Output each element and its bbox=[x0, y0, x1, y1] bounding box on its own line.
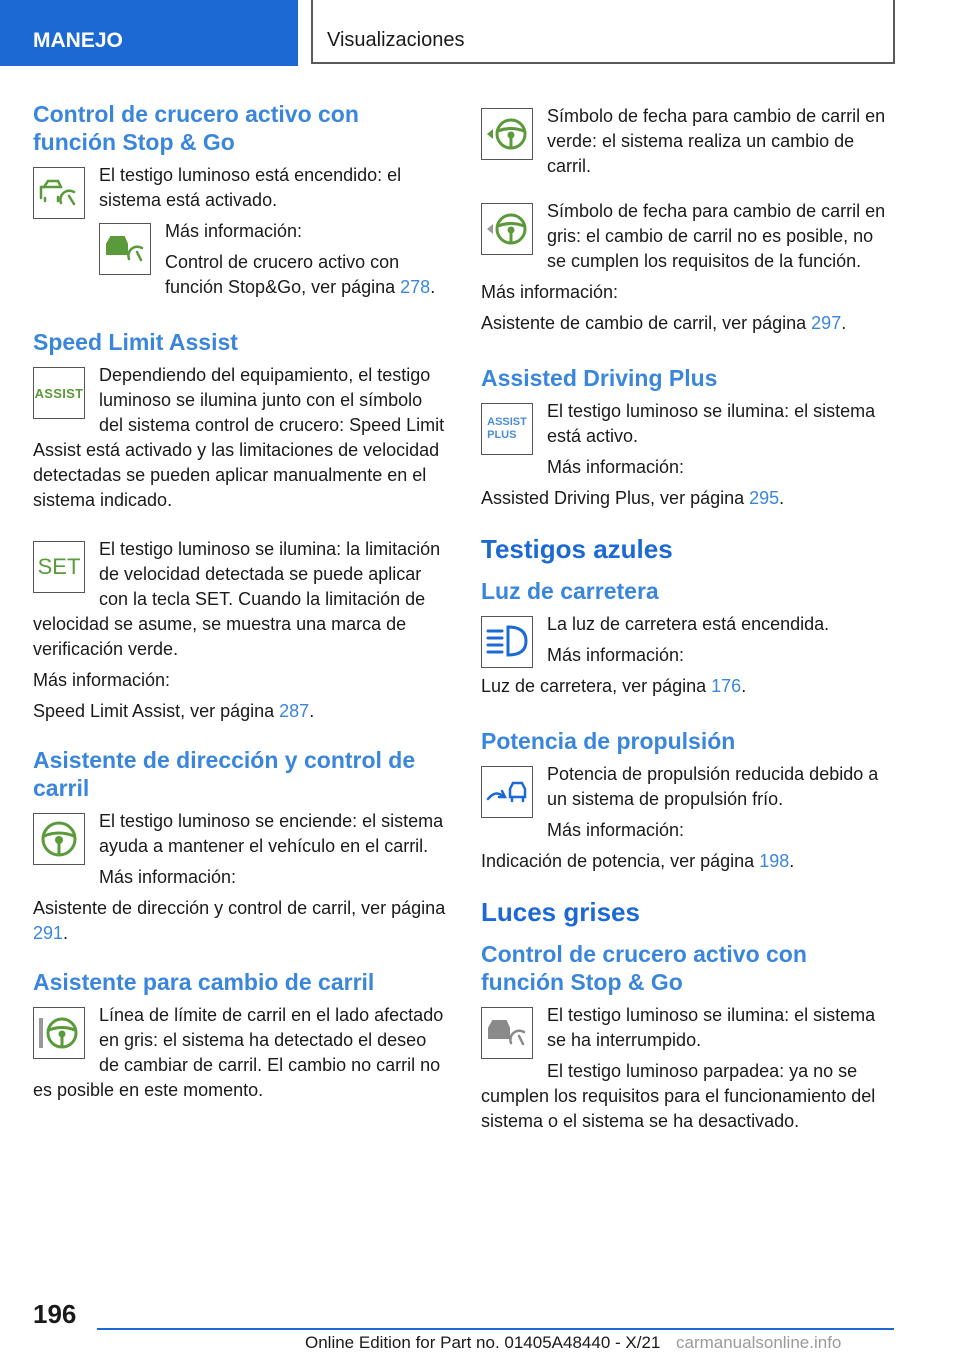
more-info-label: Más información: bbox=[33, 670, 171, 690]
paragraph: El testigo luminoso se ilumina: la limitación de velocidad detectada se puede aplicar con la tecla SET. Cuando la limitación de velocidad se asume, se muestra una marca de verificación verde. bbox=[33, 539, 441, 659]
section-title: Potencia de propulsión bbox=[481, 728, 736, 754]
page-link[interactable]: 291 bbox=[33, 923, 64, 943]
cruise-control-green-icon bbox=[33, 167, 85, 219]
paragraph: El testigo luminoso se ilumina: el sistema está activo. bbox=[547, 401, 876, 446]
section-lane-keeping bbox=[33, 746, 447, 946]
lane-change-arrow-green-icon bbox=[481, 108, 533, 160]
steering-wheel-green-icon bbox=[33, 813, 85, 865]
section-propulsion bbox=[481, 727, 895, 874]
section-lane-change-cont bbox=[481, 104, 895, 336]
more-info-label: Más información: bbox=[165, 221, 303, 241]
lane-change-gray-boundary-icon bbox=[33, 1007, 85, 1059]
page-reference: Control de crucero activo con función Stop&Go, ver página 278. bbox=[165, 252, 436, 297]
section-speed-limit-assist bbox=[33, 328, 447, 724]
page-header bbox=[0, 0, 960, 66]
propulsion-power-icon bbox=[481, 766, 533, 818]
page-link[interactable]: 287 bbox=[279, 701, 310, 721]
footer-divider bbox=[97, 1328, 894, 1330]
chapter-heading-blue-lights: Testigos azules bbox=[481, 534, 673, 564]
page-link[interactable]: 297 bbox=[811, 313, 842, 333]
section-tab: MANEJO bbox=[0, 0, 298, 66]
paragraph: Dependiendo del equipamiento, el testigo luminoso se ilumina junto con el símbolo del sistema control de crucero: Speed Limit Assist está activado y las limitaciones de velocidad detectadas se pueden aplicar manualmente en el sistema indicado. bbox=[33, 365, 445, 510]
paragraph: Símbolo de fecha para cambio de carril en verde: el sistema realiza un cambio de carril. bbox=[547, 106, 886, 176]
edition-note: Online Edition for Part no. 01405A48440 - X/21 bbox=[305, 1333, 661, 1352]
section-high-beam bbox=[481, 577, 895, 705]
paragraph: Símbolo de fecha para cambio de carril en gris: el cambio de carril no es posible, no se cumplen los requisitos de la función. bbox=[547, 201, 886, 271]
section-title: Assisted Driving Plus bbox=[481, 365, 718, 391]
section-title: Luz de carretera bbox=[481, 578, 659, 604]
paragraph: El testigo luminoso parpadea: ya no se cumplen los requisitos para el funcionamiento del sistema o el sistema se ha desactivado. bbox=[481, 1061, 876, 1131]
section-lane-change bbox=[33, 968, 447, 1103]
section-assisted-driving-plus bbox=[481, 364, 895, 511]
section-acc bbox=[33, 100, 447, 306]
section-acc-gray bbox=[481, 940, 895, 1134]
high-beam-icon bbox=[481, 616, 533, 668]
section-title: Speed Limit Assist bbox=[33, 329, 238, 355]
paragraph: El testigo luminoso se ilumina: el sistema se ha interrumpido. bbox=[547, 1005, 876, 1050]
right-column bbox=[481, 104, 895, 1156]
more-info-label: Más información: bbox=[99, 867, 237, 887]
lane-change-arrow-gray-icon bbox=[481, 203, 533, 255]
more-info-label: Más información: bbox=[547, 645, 685, 665]
chapter-heading-gray-lights: Luces grises bbox=[481, 897, 640, 927]
page-link[interactable]: 198 bbox=[759, 851, 790, 871]
page-number: 196 bbox=[33, 1299, 77, 1329]
paragraph: El testigo luminoso está encendido: el sistema está activado. bbox=[99, 165, 402, 210]
set-icon: SET bbox=[33, 541, 85, 593]
page-link[interactable]: 278 bbox=[400, 277, 431, 297]
paragraph: Línea de límite de carril en el lado afectado en gris: el sistema ha detectado el deseo de cambiar de carril. El cambio no carril no es posible en este momento. bbox=[33, 1005, 444, 1100]
watermark: carmanualsonline.info bbox=[676, 1333, 842, 1352]
assist-plus-icon: ASSIST PLUS bbox=[481, 403, 533, 455]
page-reference: Speed Limit Assist, ver página 287. bbox=[33, 701, 315, 721]
paragraph: Potencia de propulsión reducida debido a un sistema de propulsión frío. bbox=[547, 764, 879, 809]
chapter-title: Visualizaciones bbox=[311, 0, 895, 64]
section-title: Asistente de dirección y control de carril bbox=[33, 747, 416, 801]
page-reference: Assisted Driving Plus, ver página 295. bbox=[481, 488, 785, 508]
cruise-control-gray-icon bbox=[481, 1007, 533, 1059]
page-reference: Luz de carretera, ver página 176. bbox=[481, 676, 747, 696]
paragraph: El testigo luminoso se enciende: el sistema ayuda a mantener el vehículo en el carril. bbox=[99, 811, 444, 856]
section-title: Asistente para cambio de carril bbox=[33, 969, 375, 995]
assist-icon: ASSIST bbox=[33, 367, 85, 419]
more-info-label: Más información: bbox=[481, 282, 619, 302]
page-link[interactable]: 295 bbox=[749, 488, 780, 508]
page-link[interactable]: 176 bbox=[711, 676, 742, 696]
section-title: Control de crucero activo con función Stop & Go bbox=[33, 101, 359, 155]
paragraph: La luz de carretera está encendida. bbox=[547, 614, 830, 634]
more-info-label: Más información: bbox=[547, 457, 685, 477]
page-reference: Indicación de potencia, ver página 198. bbox=[481, 851, 795, 871]
section-title: Control de crucero activo con función Stop & Go bbox=[481, 941, 807, 995]
more-info-label: Más información: bbox=[547, 820, 685, 840]
left-column bbox=[33, 100, 447, 1125]
page-reference: Asistente de dirección y control de carril, ver página 291. bbox=[33, 898, 446, 943]
page-reference: Asistente de cambio de carril, ver página 297. bbox=[481, 313, 847, 333]
cruise-control-green-filled-icon bbox=[99, 223, 151, 275]
